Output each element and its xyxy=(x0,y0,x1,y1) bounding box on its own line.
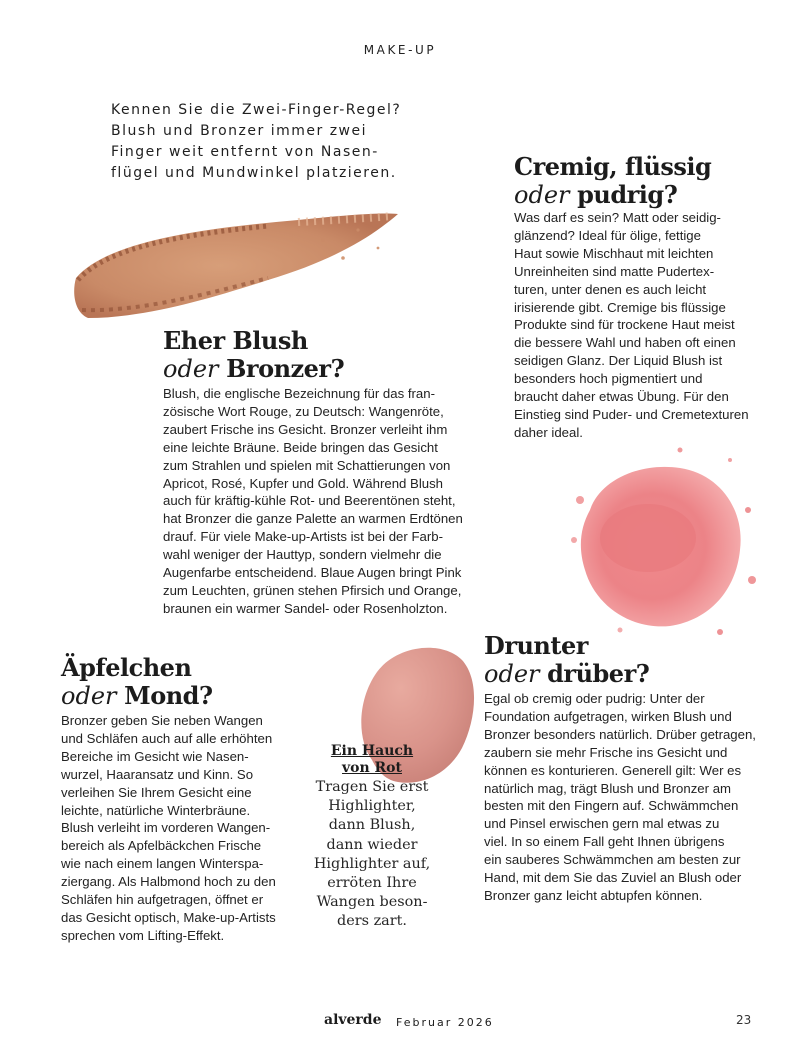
heading-italic: oder xyxy=(484,660,540,688)
apple-section-heading xyxy=(61,654,213,710)
footer-brand: alverde xyxy=(324,1012,382,1028)
text-line: Kennen Sie die Zwei-Finger-Regel? xyxy=(111,102,402,118)
text-line: Finger weit entfernt von Nasen- xyxy=(111,144,379,160)
apple-section-body xyxy=(61,712,276,945)
text-line: flügel und Mundwinkel platzieren. xyxy=(111,165,397,181)
text-line: Tragen Sie erst xyxy=(315,779,429,795)
text-line: von Rot xyxy=(342,760,402,776)
text-line: glänzend? Ideal für ölige, fettige xyxy=(514,227,701,243)
text-line: Apricot, Rosé, Kupfer und Gold. Während Blush xyxy=(163,475,444,491)
bronzer-swatch-image xyxy=(68,200,408,330)
text-line: Ein Hauch xyxy=(330,743,414,759)
text-line: das Gesicht optisch, Make-up-Artists xyxy=(61,909,276,925)
text-line: und Schläfen auch auf alle erhöhten xyxy=(61,730,273,746)
text-line: Einstieg sind Puder- und Cremetexturen xyxy=(514,406,749,422)
footer-date: Februar 2026 xyxy=(396,1016,494,1029)
text-line: drauf. Für viele Make-up-Artists ist bei der Farb- xyxy=(163,529,443,545)
text-line: Egal ob cremig oder pudrig: Unter der xyxy=(484,691,705,706)
blush-section-heading xyxy=(163,327,344,383)
text-line: können es konturieren. Generell gilt: Wer es xyxy=(484,762,742,778)
text-line: ein sauberes Schwämmchen am besten zur xyxy=(484,852,741,868)
text-line: und Pinsel erwischen gern mal etwas zu xyxy=(484,816,720,832)
text-line: Bronzer geben Sie neben Wangen xyxy=(61,713,263,728)
text-line: braunen ein warmer Sandel- oder Rosenholzton. xyxy=(163,600,448,616)
heading-bold: Äpfelchen xyxy=(61,653,192,682)
text-line: auch für kräftig-kühle Rot- und Beerentönen steht, xyxy=(163,493,456,509)
texture-section-heading xyxy=(514,153,711,209)
text-line: dann Blush, xyxy=(328,817,416,834)
heading-bold: Cremig, flüssig xyxy=(514,152,712,181)
blush-powder-image xyxy=(560,440,760,640)
text-line: besten mit den Fingern auf. Schwämmchen xyxy=(484,798,739,814)
text-line: zum Strahlen und spielen mit Schattierungen von xyxy=(163,457,451,473)
text-line: Foundation aufgetragen, wirken Blush und xyxy=(484,708,732,724)
heading-bold-2: Mond? xyxy=(124,681,213,710)
heading-bold-2: Bronzer? xyxy=(226,354,345,383)
heading-bold: Drunter xyxy=(484,631,588,660)
text-line: Highlighter auf, xyxy=(313,855,431,872)
heading-bold: Eher Blush xyxy=(163,326,308,355)
text-line: Hand, mit dem Sie das Zuviel an Blush oder xyxy=(484,870,742,886)
text-line: besonders hoch pigmentiert und xyxy=(514,371,703,387)
text-line: dann wieder xyxy=(326,836,418,853)
text-line: seidigen Glanz. Der Liquid Blush ist xyxy=(514,353,723,369)
text-line: natürlich mag, trägt Blush und Bronzer am xyxy=(484,780,732,796)
text-line: wie nach einem langen Winterspa- xyxy=(61,856,264,872)
text-line: Haut sowie Mischhaut mit leichten xyxy=(514,245,714,261)
blush-section-body xyxy=(163,385,463,618)
tip-text xyxy=(111,100,441,184)
text-line: wahl weniger der Hauttyp, sondern vielmehr die xyxy=(163,547,442,563)
text-line: eine leichte Bräune. Beide bringen das Gesicht xyxy=(163,439,438,455)
heading-italic: oder xyxy=(514,181,570,209)
text-line: viel. In so einem Fall geht Ihnen übrigens xyxy=(484,834,725,850)
text-line: Wangen beson- xyxy=(316,894,428,911)
text-line: zaubert Frische ins Gesicht. Bronzer verleiht ihm xyxy=(163,421,448,437)
text-line: zösische Wort Rouge, zu Deutsch: Wangenröte, xyxy=(163,403,444,419)
heading-bold-2: pudrig? xyxy=(577,180,678,209)
text-line: Unreinheiten sind matte Pudertex- xyxy=(514,263,715,279)
text-line: hat Bronzer die ganze Palette an warmen Erdtönen xyxy=(163,511,463,527)
text-line: Blush verleiht im vorderen Wangen- xyxy=(61,820,271,836)
text-line: Was darf es sein? Matt oder seidig- xyxy=(514,210,721,225)
text-line: Bronzer ganz leicht abtupfen können. xyxy=(484,887,703,903)
text-line: Blush, die englische Bezeichnung für das fran- xyxy=(163,386,435,401)
text-line: die bessere Wahl und haben oft einen xyxy=(514,335,736,351)
text-line: wurzel, Haaransatz und Kinn. So xyxy=(61,766,254,782)
heading-italic: oder xyxy=(163,355,219,383)
heading-italic: oder xyxy=(61,682,117,710)
heading-bold-2: drüber? xyxy=(547,659,650,688)
text-line: Augenfarbe entscheidend. Blaue Augen bringt Pink xyxy=(163,565,462,581)
text-line: zum Leuchten, grünen stehen Pfirsich und Orange, xyxy=(163,582,462,598)
order-section-heading xyxy=(484,632,649,688)
text-line: bereich als Apfelbäckchen Frische xyxy=(61,838,262,854)
text-line: Blush und Bronzer immer zwei xyxy=(111,123,368,139)
text-line: verleihen Sie Ihrem Gesicht eine xyxy=(61,784,252,800)
text-line: Bereiche im Gesicht wie Nasen- xyxy=(61,748,249,764)
text-line: irisierende gibt. Cremige bis flüssige xyxy=(514,299,726,315)
text-line: zaubern sie mehr Frische ins Gesicht und xyxy=(484,744,728,760)
text-line: braucht daher etwas Übung. Für den xyxy=(514,389,729,405)
text-line: turen, unter denen es auch leicht xyxy=(514,281,707,297)
section-label: MAKE-UP xyxy=(363,43,437,57)
order-section-body xyxy=(484,690,756,905)
text-line: erröten Ihre xyxy=(327,875,417,892)
text-line: Schläfen hin aufgetragen, öffnet er xyxy=(61,892,264,908)
text-line: daher ideal. xyxy=(514,424,583,440)
text-line: leichte, natürliche Winterbräune. xyxy=(61,802,251,818)
text-line: Bronzer besonders natürlich. Drüber getragen, xyxy=(484,726,756,742)
text-line: sprechen vom Lifting-Effekt. xyxy=(61,927,225,943)
quote-body xyxy=(298,778,446,932)
text-line: ziergang. Als Halbmond hoch zu den xyxy=(61,874,276,890)
text-line: ders zart. xyxy=(337,913,407,930)
text-line: Produkte sind für trockene Haut meist xyxy=(514,317,735,333)
quote-title xyxy=(298,743,446,777)
page-number: 23 xyxy=(736,1013,752,1027)
text-line: Highlighter, xyxy=(328,798,416,815)
texture-section-body xyxy=(514,209,749,442)
